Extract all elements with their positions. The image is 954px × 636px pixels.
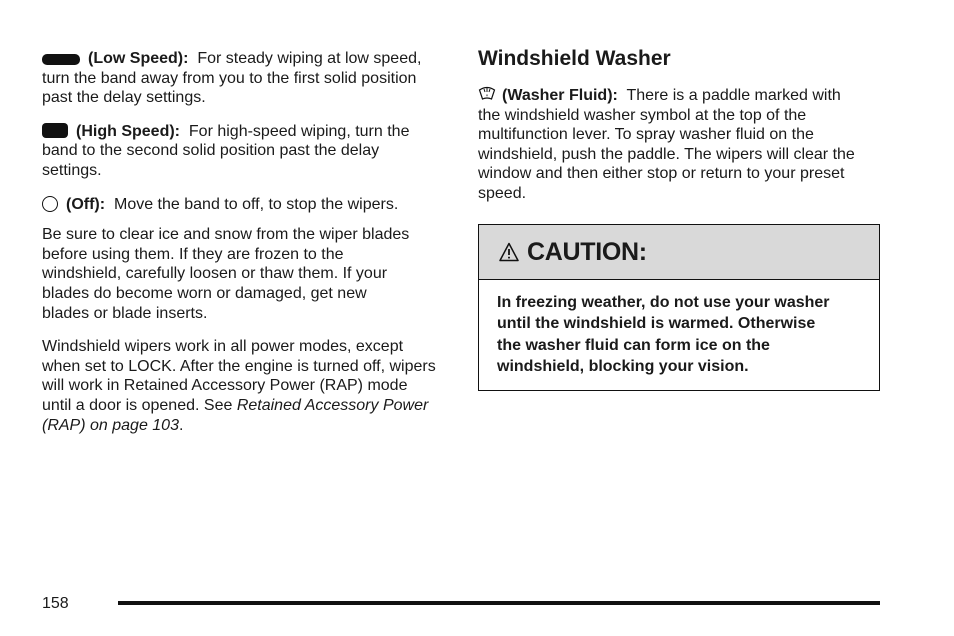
washer-fluid-paragraph xyxy=(478,86,858,204)
footer-rule xyxy=(118,601,880,605)
low-speed-paragraph xyxy=(42,49,422,108)
page-number: 158 xyxy=(42,595,69,612)
off-text: Move the band to off, to stop the wipers. xyxy=(113,195,399,213)
power-modes-end: . xyxy=(178,416,184,434)
ice-snow-paragraph: Be sure to clear ice and snow from the wiper blades before using them. If they are frozen to the windshield, carefully loosen or thaw them. If your blades do become worn or damaged, get new blades or blade inserts. xyxy=(42,226,410,322)
washer-fluid-icon xyxy=(478,86,496,103)
high-speed-paragraph xyxy=(42,122,434,181)
washer-fluid-label: (Washer Fluid): xyxy=(502,87,618,104)
off-paragraph xyxy=(42,195,442,215)
rap-reference-link[interactable]: Retained Accessory Power (RAP) on page 103 xyxy=(42,396,429,434)
caution-header xyxy=(479,225,879,280)
power-modes-text: Windshield wipers work in all power modes, except when set to LOCK. After the engine is turned off, wipers will work in Retained Accessory Power (RAP) mode until a door is opened. See xyxy=(42,338,436,414)
low-speed-text: For steady wiping at low speed, turn the band away from you to the first solid position past the delay settings. xyxy=(42,50,422,107)
off-label: (Off): xyxy=(66,195,106,213)
low-speed-icon xyxy=(42,54,80,65)
left-column xyxy=(42,49,442,449)
high-speed-label: (High Speed): xyxy=(76,122,180,140)
high-speed-text: For high-speed wiping, turn the band to the second solid position past the delay settings. xyxy=(42,122,410,179)
washer-fluid-text: There is a paddle marked with the windshield washer symbol at the top of the multifunction lever. To spray washer fluid on the windshield, push the paddle. The wipers will clear the window and then either stop or return to your preset speed. xyxy=(478,87,855,202)
power-modes-paragraph xyxy=(42,337,438,435)
windshield-washer-heading: Windshield Washer xyxy=(478,47,671,70)
caution-title: CAUTION: xyxy=(527,237,647,266)
caution-box xyxy=(478,224,880,391)
warning-triangle-icon xyxy=(499,242,519,262)
low-speed-label: (Low Speed): xyxy=(88,50,189,67)
caution-body xyxy=(479,280,879,377)
right-column xyxy=(478,46,880,204)
high-speed-icon xyxy=(42,123,68,138)
off-circle-icon xyxy=(42,196,58,212)
caution-text: In freezing weather, do not use your washer until the windshield is warmed. Otherwise the washer fluid can form ice on the windshield, blocking your vision. xyxy=(497,294,830,375)
